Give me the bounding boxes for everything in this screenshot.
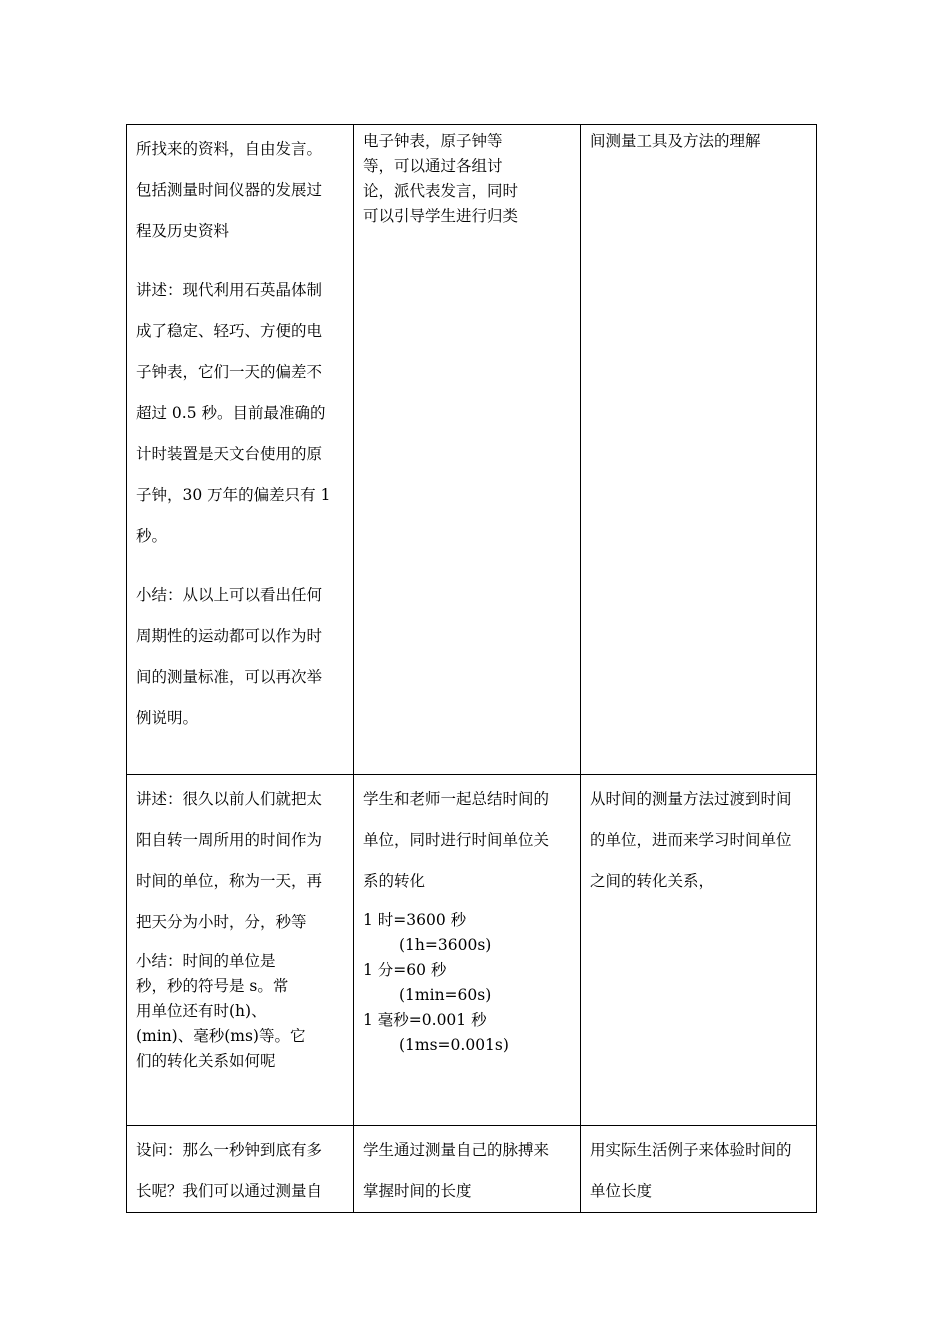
conversion-symbol-line: (1h=3600s) [399,936,492,954]
text-line: 们的转化关系如何呢 [136,1052,276,1070]
paragraph [363,779,572,902]
text-line: 论，派代表发言，同时 [363,182,519,200]
text-line: 用实际生活例子来体验时间的 [590,1141,792,1159]
table-row [127,1126,817,1213]
text-line: 间的测量标准，可以再次举 [136,668,323,686]
student-activity-cell [354,775,581,1126]
teacher-activity-cell [127,1126,354,1213]
text-line: 之间的转化关系， [590,872,715,890]
text-line: 时间的单位，称为一天，再 [136,872,323,890]
paragraph [136,270,345,557]
text-line: 包括测量时间仪器的发展过 [136,181,323,199]
text-line: 单位长度 [590,1182,653,1200]
design-intent-cell [581,775,817,1126]
paragraph [590,1130,808,1212]
text-line: 设问：那么一秒钟到底有多 [136,1141,323,1159]
table-row [127,775,817,1126]
paragraph [136,779,345,943]
text-line: 单位，同时进行时间单位关 [363,831,550,849]
text-line: 秒，秒的符号是 s。常 [136,977,289,995]
text-line: 周期性的运动都可以作为时 [136,627,323,645]
text-line: 系的转化 [363,872,426,890]
text-line: 学生通过测量自己的脉搏来 [363,1141,550,1159]
text-line: 成了稳定、轻巧、方便的电 [136,322,323,340]
text-line: 等，可以通过各组讨 [363,157,503,175]
text-line: 长呢？我们可以通过测量自 [136,1182,323,1200]
text-line: 程及历史资料 [136,222,230,240]
conversion-symbol-line: (1ms=0.001s) [399,1036,509,1054]
design-intent-cell [581,125,817,775]
text-line: 间测量工具及方法的理解 [590,132,761,150]
text-line: 小结：时间的单位是 [136,952,276,970]
paragraph [136,129,345,252]
text-line: 小结：从以上可以看出任何 [136,586,323,604]
text-line: 的单位，进而来学习时间单位 [590,831,792,849]
text-line: 从时间的测量方法过渡到时间 [590,790,792,808]
teacher-activity-cell [127,775,354,1126]
text-line: 学生和老师一起总结时间的 [363,790,550,808]
text-line: 讲述：很久以前人们就把太 [136,790,323,808]
text-line: 电子钟表，原子钟等 [363,132,503,150]
text-line: 例说明。 [136,709,199,727]
student-activity-cell [354,125,581,775]
paragraph [136,575,345,739]
text-line: 把天分为小时，分，秒等 [136,913,307,931]
paragraph [136,949,345,1074]
paragraph [363,129,572,229]
text-line: 秒。 [136,527,168,545]
paragraph [590,129,808,154]
table-row [127,125,817,775]
text-line: 子钟表，它们一天的偏差不 [136,363,323,381]
paragraph [363,1130,572,1212]
teacher-activity-cell [127,125,354,775]
conversion-line: 1 毫秒=0.001 秒 [363,1011,487,1029]
text-line: 讲述：现代利用石英晶体制 [136,281,323,299]
text-line: 计时装置是天文台使用的原 [136,445,323,463]
lesson-plan-table [126,124,817,1213]
paragraph [590,779,808,902]
student-activity-cell [354,1126,581,1213]
text-line: 用单位还有时(h)、 [136,1002,267,1020]
paragraph [136,1130,345,1212]
conversion-line: 1 时=3600 秒 [363,911,467,929]
design-intent-cell [581,1126,817,1213]
conversion-line: 1 分=60 秒 [363,961,447,979]
text-line: (min)、毫秒(ms)等。它 [136,1027,306,1045]
text-line: 超过 0.5 秒。目前最准确的 [136,404,326,422]
unit-conversions [363,908,572,1058]
text-line: 所找来的资料，自由发言。 [136,140,323,158]
text-line: 阳自转一周所用的时间作为 [136,831,323,849]
text-line: 可以引导学生进行归类 [363,207,519,225]
text-line: 掌握时间的长度 [363,1182,472,1200]
text-line: 子钟，30 万年的偏差只有 1 [136,486,331,504]
conversion-symbol-line: (1min=60s) [399,986,492,1004]
